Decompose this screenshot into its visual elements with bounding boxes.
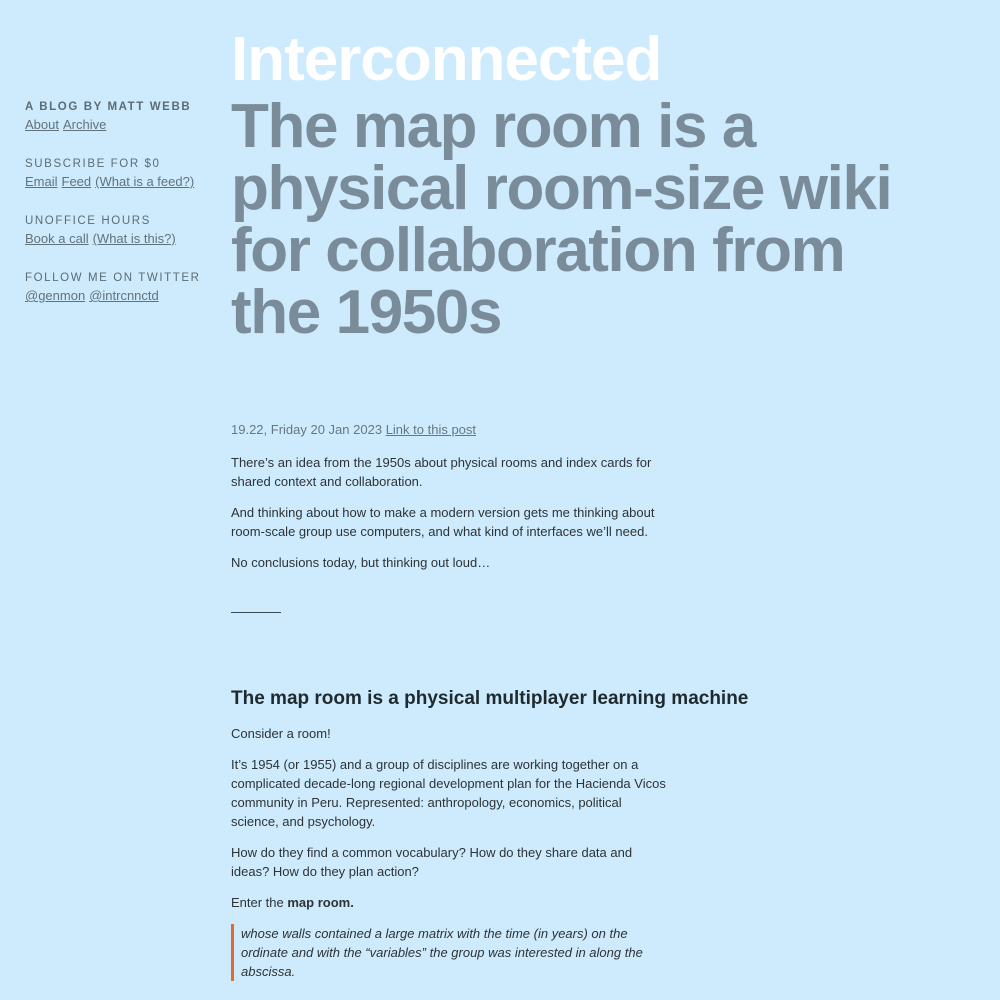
sidebar-subscribe-links bbox=[25, 173, 215, 191]
site-title[interactable]: Interconnected bbox=[231, 25, 662, 94]
what-is-feed-link[interactable]: (What is a feed?) bbox=[95, 174, 195, 189]
body-paragraph: It’s 1954 (or 1955) and a group of disciplines are working together on a complicated decade-long regional development plan for the Hacienda Vicos community in Peru. Represented: anthropology, economics, political science, and psychology. bbox=[231, 757, 666, 829]
body-paragraph: How do they find a common vocabulary? How do they share data and ideas? How do they plan action? bbox=[231, 845, 633, 879]
sidebar-about-links bbox=[25, 116, 215, 134]
sidebar-subscribe-group bbox=[25, 155, 215, 191]
genmon-link[interactable]: @genmon bbox=[25, 288, 86, 303]
enter-map-room-paragraph bbox=[231, 893, 671, 912]
subscribe-heading: SUBSCRIBE FOR $0 bbox=[25, 158, 161, 170]
sidebar bbox=[25, 98, 215, 326]
intrcnnctd-link[interactable]: @intrcnnctd bbox=[89, 288, 159, 303]
sidebar-twitter-links bbox=[25, 287, 215, 305]
section-heading: The map room is a physical multiplayer learning machine bbox=[231, 688, 749, 709]
feed-link[interactable]: Feed bbox=[61, 174, 92, 189]
map-room-emphasis: map room. bbox=[287, 895, 354, 910]
sidebar-about-group bbox=[25, 98, 215, 134]
post-date: 19.22, Friday 20 Jan 2023 bbox=[231, 422, 383, 437]
sidebar-twitter-group bbox=[25, 269, 215, 305]
follow-twitter-heading: FOLLOW ME ON TWITTER bbox=[25, 272, 201, 284]
blog-byline: A BLOG BY MATT WEBB bbox=[25, 101, 192, 113]
about-link[interactable]: About bbox=[25, 117, 59, 132]
what-is-this-link[interactable]: (What is this?) bbox=[92, 231, 176, 246]
post-meta bbox=[231, 420, 671, 439]
intro-paragraph: And thinking about how to make a modern version gets me thinking about room-scale group use computers, and what kind of interfaces we’ll need. bbox=[231, 505, 655, 539]
post-content bbox=[231, 420, 749, 981]
permalink[interactable]: Link to this post bbox=[385, 422, 477, 437]
section-divider bbox=[231, 612, 281, 613]
unoffice-hours-heading: UNOFFICE HOURS bbox=[25, 215, 151, 227]
archive-link[interactable]: Archive bbox=[62, 117, 107, 132]
email-link[interactable]: Email bbox=[25, 174, 58, 189]
intro-paragraph: There’s an idea from the 1950s about physical rooms and index cards for shared context and collaboration. bbox=[231, 455, 652, 489]
sidebar-hours-group bbox=[25, 212, 215, 248]
post-title: The map room is a physical room-size wiki for collaboration from the 1950s bbox=[231, 92, 892, 347]
enter-prefix: Enter the bbox=[231, 895, 288, 910]
book-call-link[interactable]: Book a call bbox=[25, 231, 89, 246]
sidebar-hours-links bbox=[25, 230, 215, 248]
intro-paragraph: No conclusions today, but thinking out loud… bbox=[231, 555, 491, 570]
body-paragraph: Consider a room! bbox=[231, 726, 331, 741]
block-quote: whose walls contained a large matrix with the time (in years) on the ordinate and with the “variables” the group was interested in along the abscissa. bbox=[231, 924, 661, 981]
